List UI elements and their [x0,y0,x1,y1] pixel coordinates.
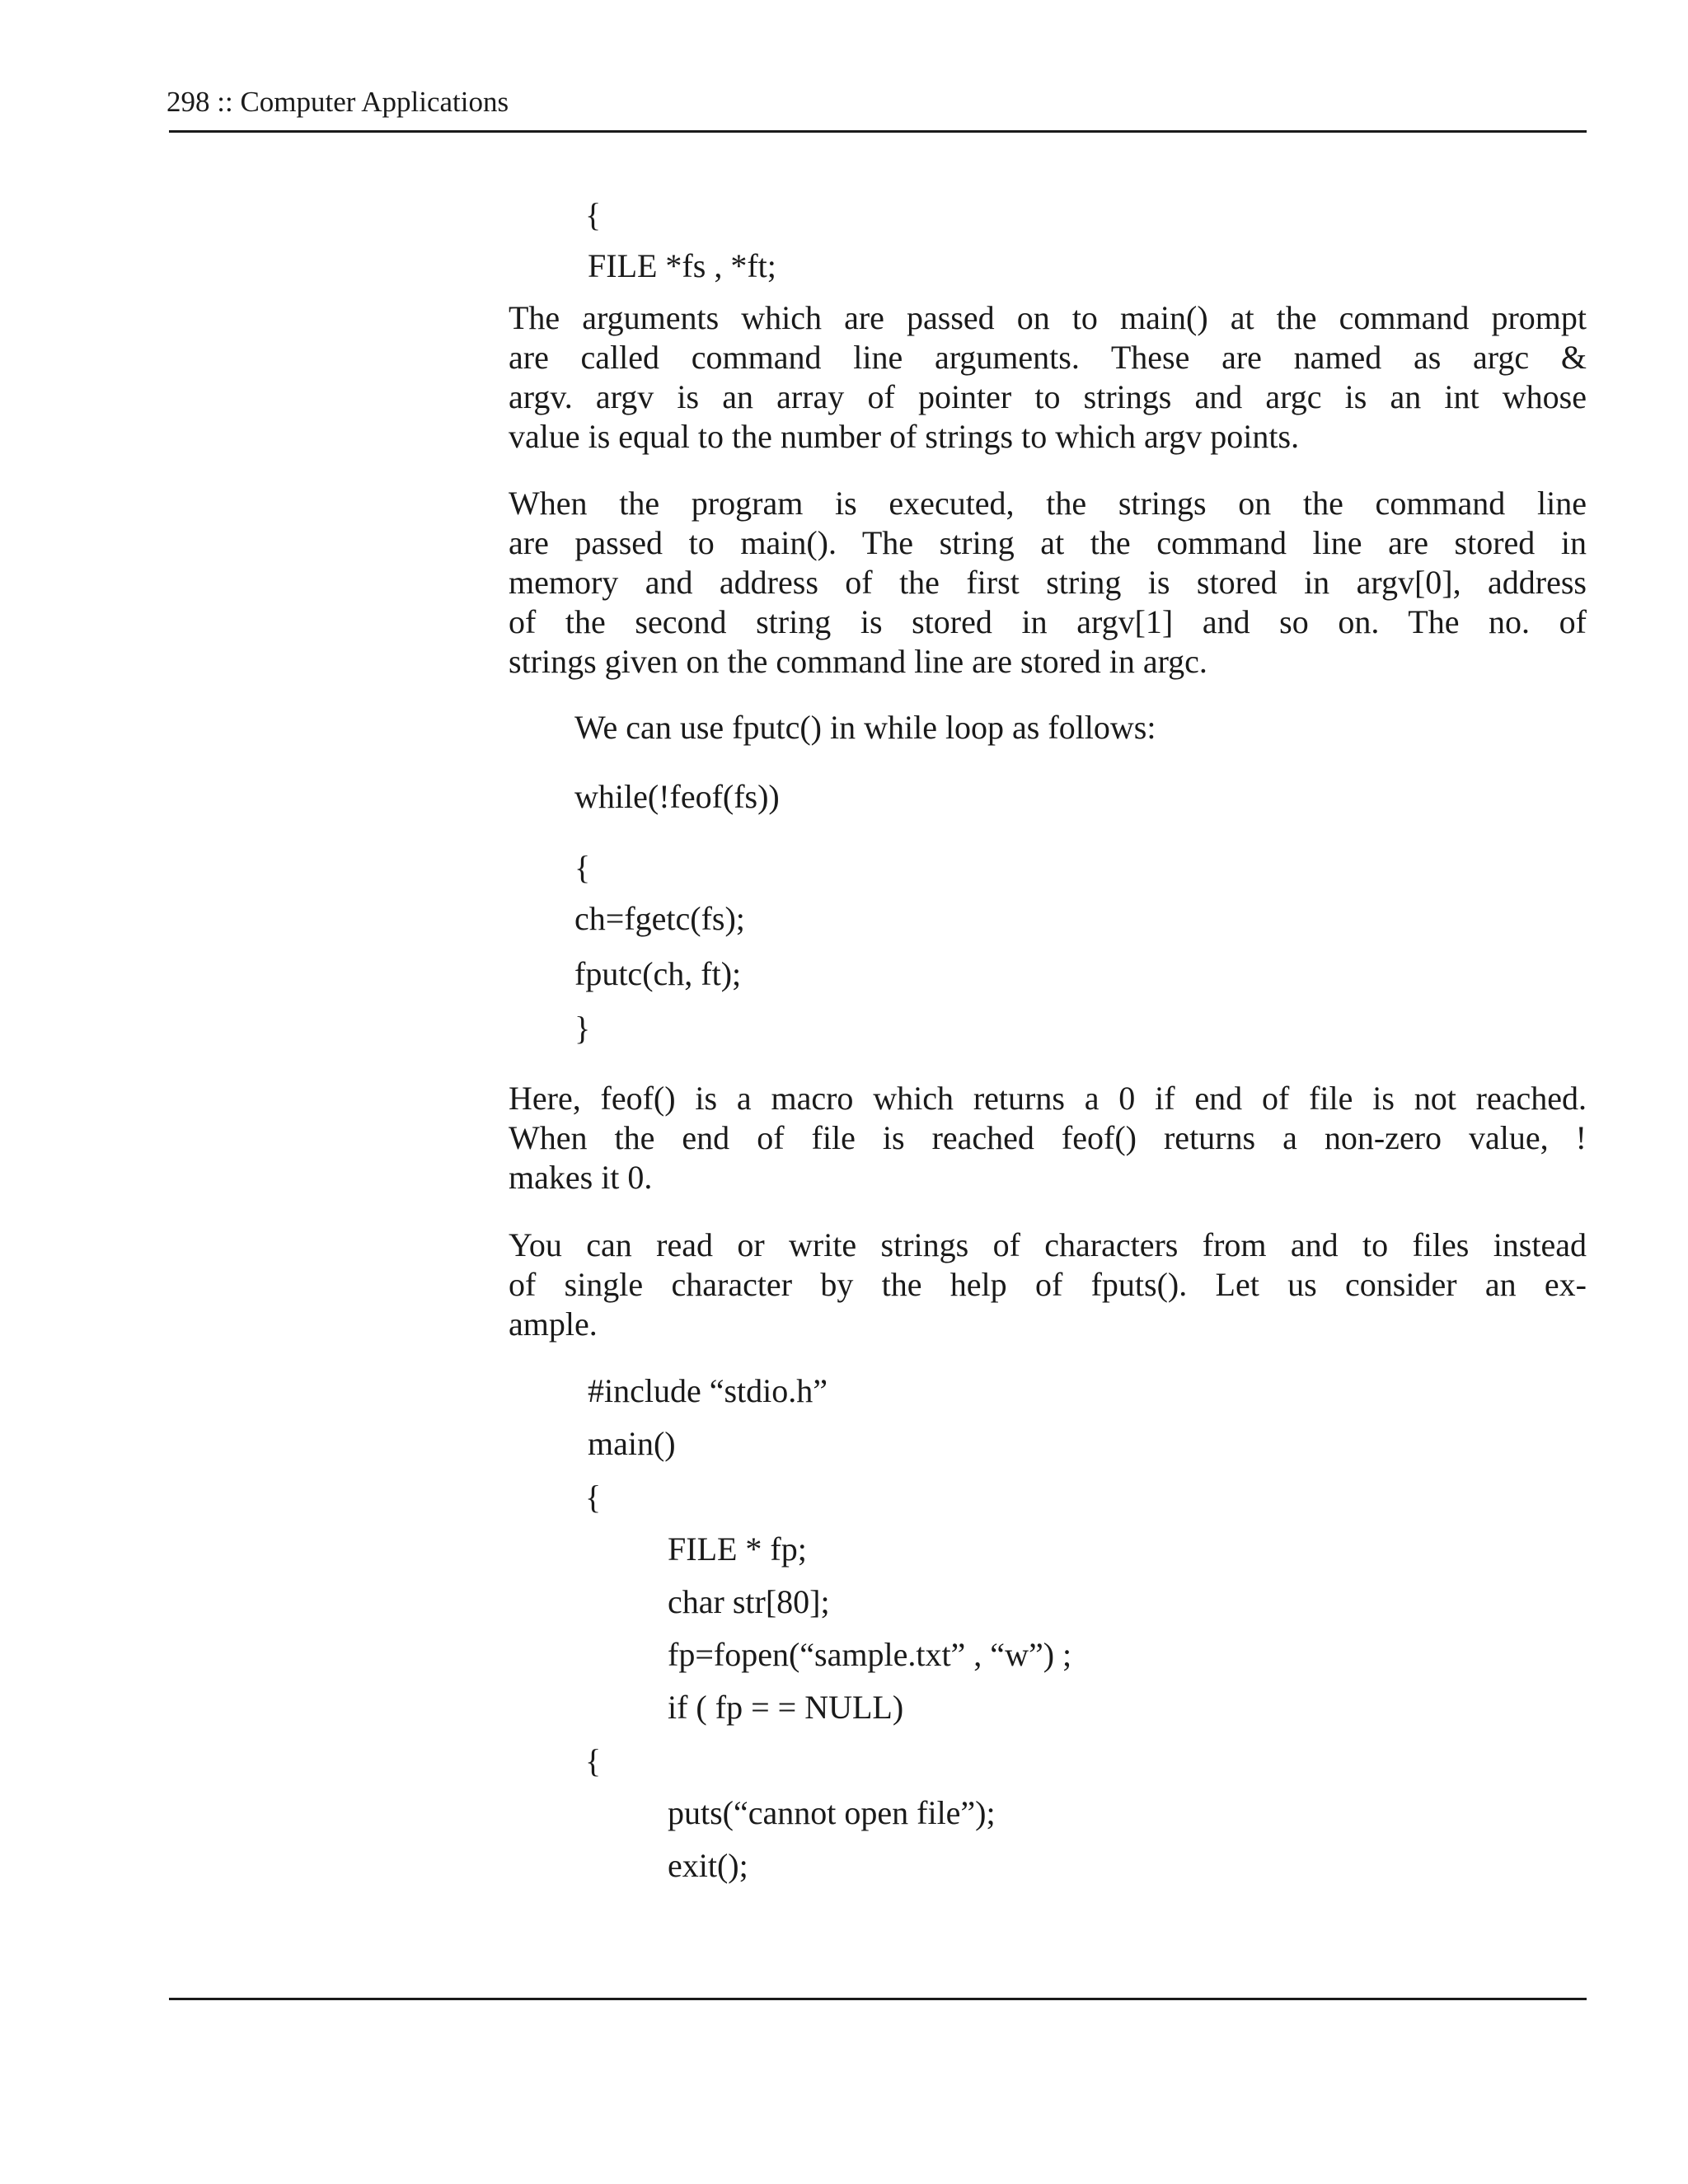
paragraph-line: of the second string is stored in argv[1] and so on. The no. of [509,603,1587,640]
code-line: FILE *fs , *ft; [588,247,776,284]
code-line: { [585,1742,602,1779]
paragraph-line: value is equal to the number of strings to which argv points. [509,418,1300,455]
code-line: puts(“cannot open file”); [668,1794,996,1831]
code-line: char str[80]; [668,1583,830,1620]
paragraph-program-execution [509,484,1587,682]
paragraph-feof-macro [509,1079,1587,1197]
code-line: FILE * fp; [668,1530,807,1568]
paragraph-line: are passed to main(). The string at the command line are stored in [509,524,1587,561]
code-line: { [585,1479,602,1516]
paragraph-line: When the program is executed, the strings on the command line [509,485,1587,522]
paragraph-line: of single character by the help of fputs(). Let us consider an ex- [509,1266,1587,1303]
paragraph-line: When the end of file is reached feof() returns a non-zero value, ! [509,1119,1587,1156]
code-line: fp=fopen(“sample.txt” , “w”) ; [668,1636,1072,1673]
paragraph-command-line-args [509,298,1587,457]
code-line: fputc(ch, ft); [574,955,742,992]
paragraph-line: ample. [509,1305,598,1343]
running-header: 298 :: Computer Applications [166,86,509,118]
code-line: main() [588,1425,676,1462]
footer-rule [169,1998,1587,2000]
code-line: while(!feof(fs)) [574,778,780,815]
code-line: ch=fgetc(fs); [574,900,745,937]
code-line: { [585,196,602,233]
paragraph-line: strings given on the command line are stored in argc. [509,643,1207,680]
paragraph-line: Here, feof() is a macro which returns a 0 if end of file is not reached. [509,1080,1587,1117]
header-rule [169,130,1587,133]
paragraph-line: argv. argv is an array of pointer to strings and argc is an int whose [509,378,1587,415]
code-line: { [574,849,591,886]
paragraph-line: You can read or write strings of characters from and to files instead [509,1226,1587,1263]
paragraph-line: memory and address of the first string is stored in argv[0], address [509,564,1587,601]
code-line: #include “stdio.h” [588,1372,828,1409]
paragraph-line: The arguments which are passed on to main() at the command prompt [509,299,1587,336]
paragraph-fputs [509,1226,1587,1344]
code-line: } [574,1010,591,1047]
paragraph-line: are called command line arguments. These are named as argc & [509,339,1587,376]
paragraph-line: makes it 0. [509,1159,653,1196]
code-line: if ( fp = = NULL) [668,1689,904,1726]
loop-intro-text: We can use fputc() in while loop as follows: [574,709,1156,746]
code-line: exit(); [668,1847,748,1884]
